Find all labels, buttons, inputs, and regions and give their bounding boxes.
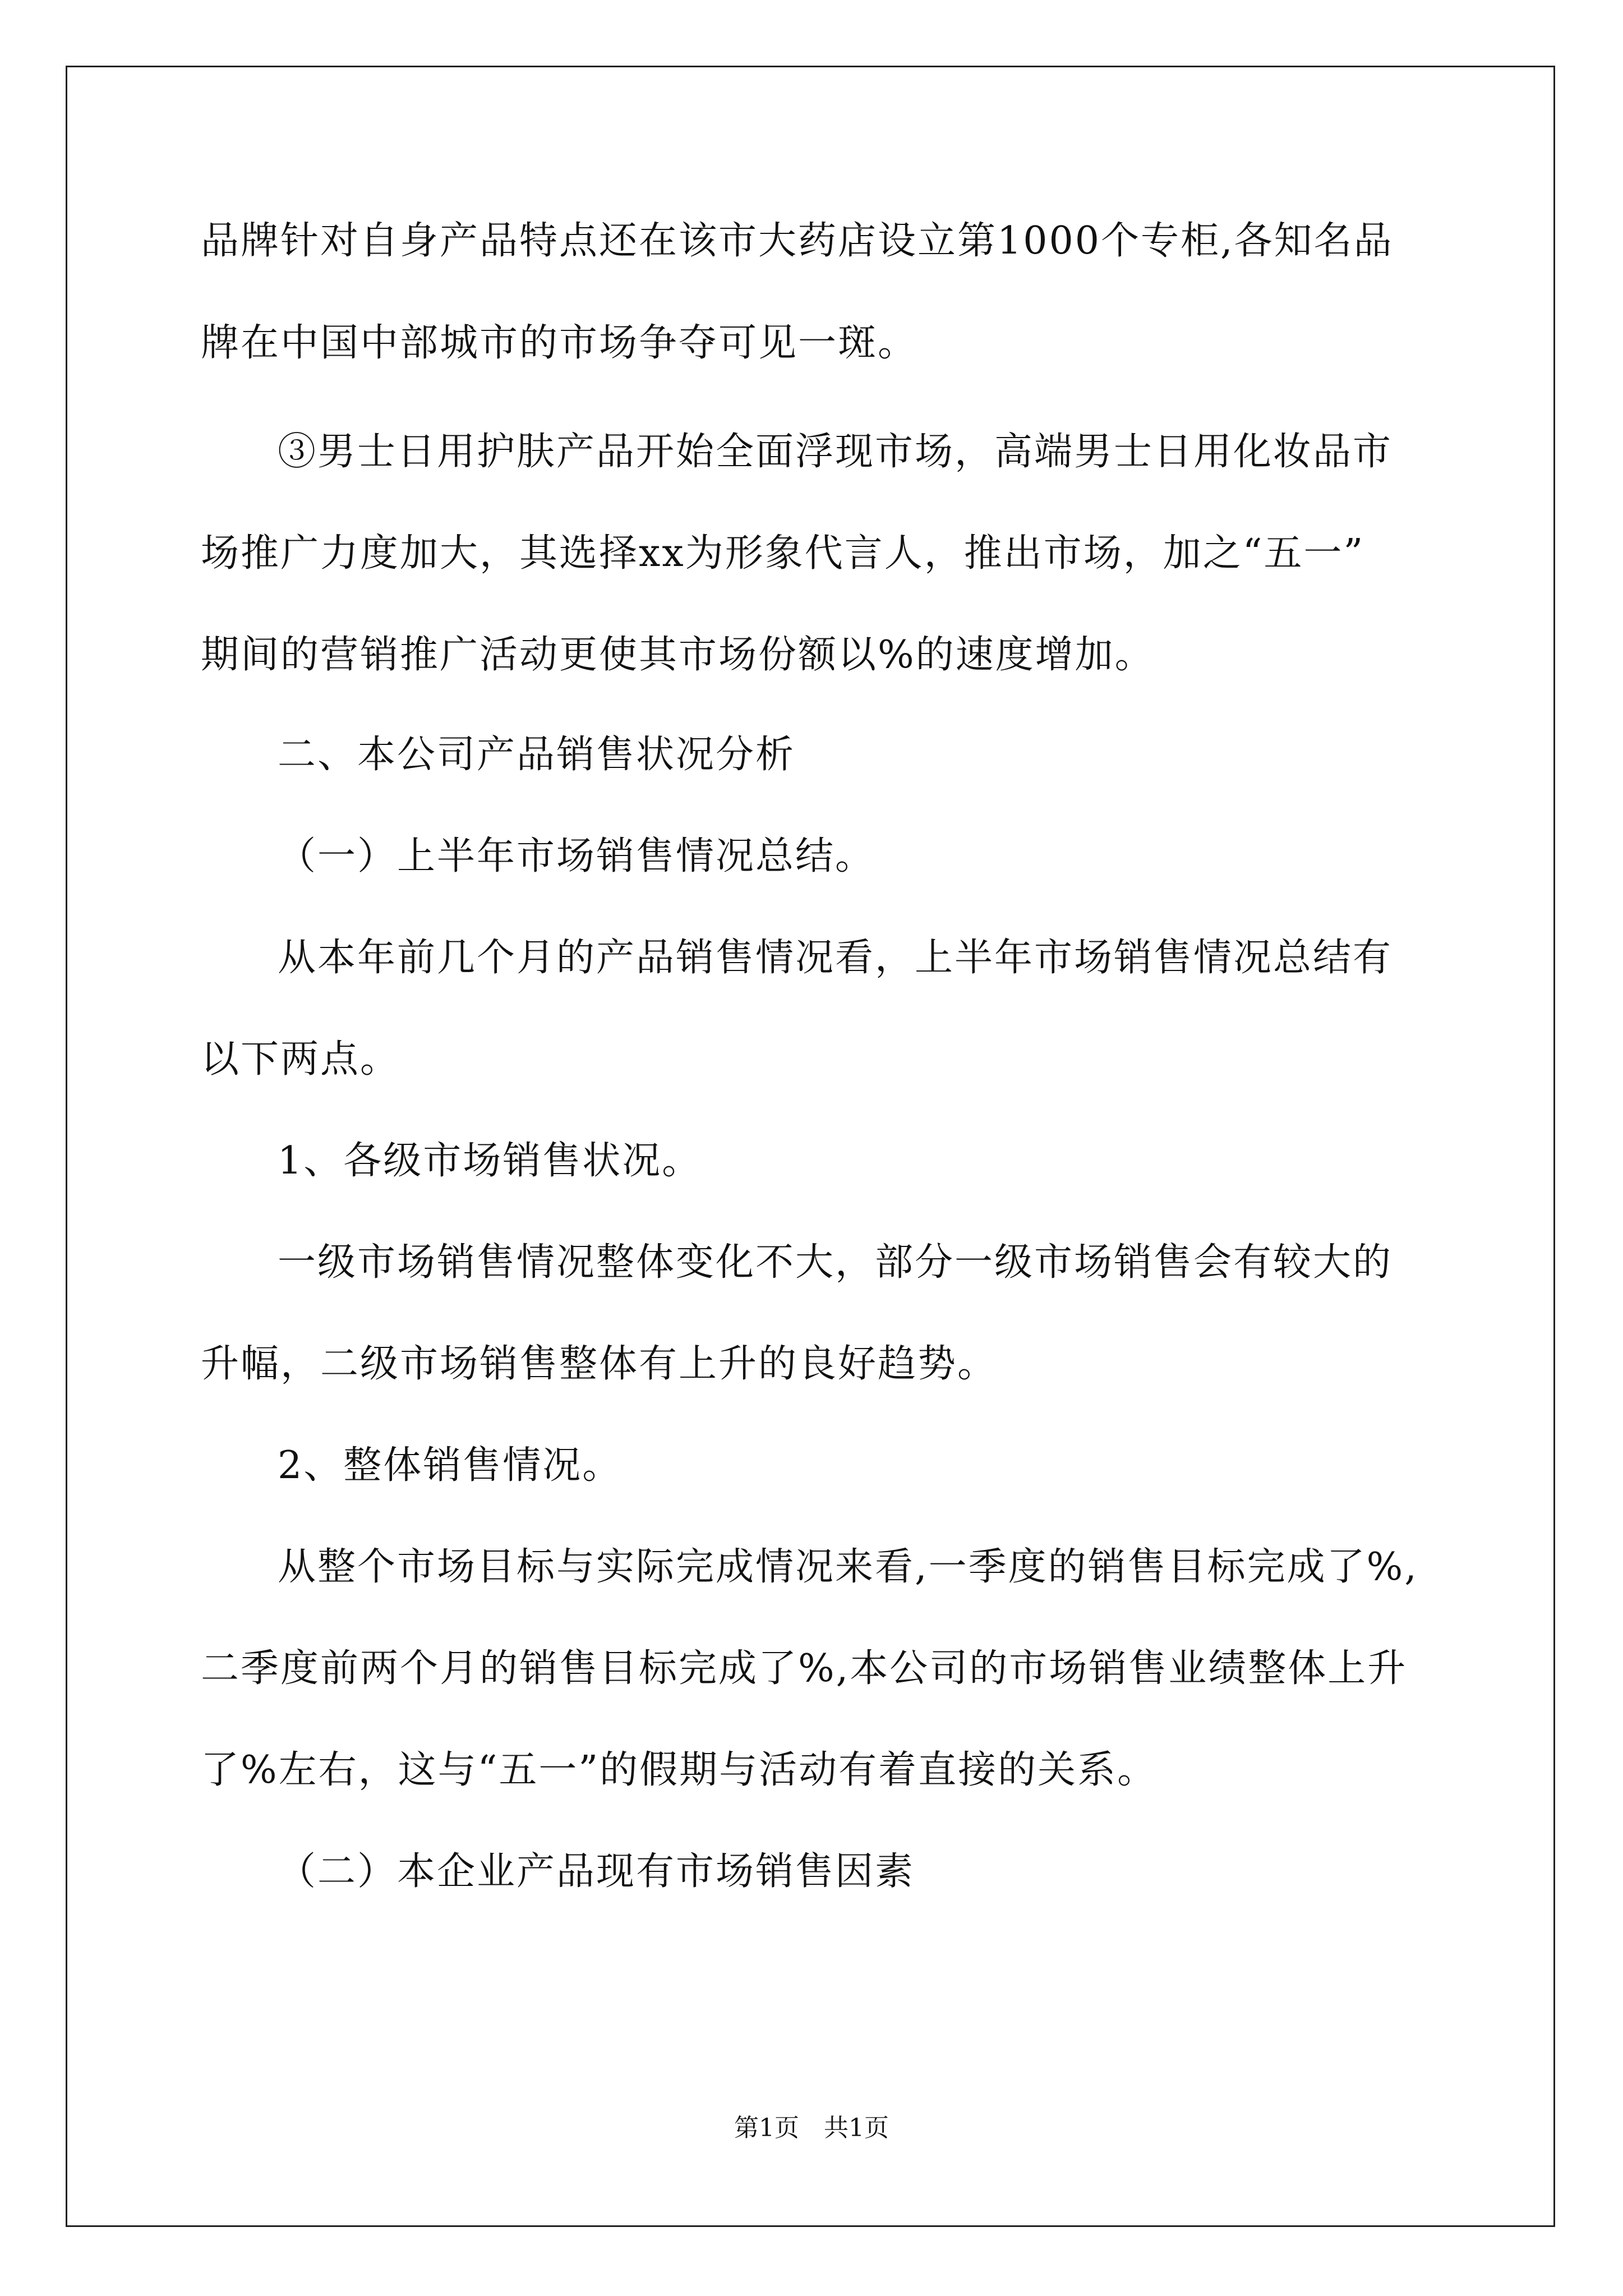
text-line: ③男士日用护肤产品开始全面浮现市场，高端男士日用化妆品市 (278, 430, 1393, 474)
subsection-heading: （一）上半年市场销售情况总结。 (278, 834, 875, 878)
text-line: 以下两点。 (201, 1037, 400, 1082)
text-line: 品牌针对自身产品特点还在该市大药店设立第1000个专柜,各知名品 (201, 219, 1394, 263)
text-line: 二季度前两个月的销售目标完成了%,本公司的市场销售业绩整体上升 (201, 1646, 1408, 1691)
section-heading: 二、本公司产品销售状况分析 (278, 733, 796, 777)
text-line: 一级市场销售情况整体变化不大，部分一级市场销售会有较大的 (278, 1240, 1393, 1285)
text-line: 升幅，二级市场销售整体有上升的良好趋势。 (201, 1342, 998, 1386)
text-line: 了%左右，这与“五一”的假期与活动有着直接的关系。 (201, 1748, 1158, 1792)
item-heading: 2、整体销售情况。 (278, 1443, 623, 1488)
item-heading: 1、各级市场销售状况。 (278, 1139, 702, 1183)
text-line: 从本年前几个月的产品销售情况看，上半年市场销售情况总结有 (278, 936, 1393, 980)
text-line: 场推广力度加大，其选择xx为形象代言人，推出市场，加之“五一” (201, 531, 1365, 576)
text-line: 牌在中国中部城市的市场争夺可见一斑。 (201, 321, 918, 365)
text-line: 从整个市场目标与实际完成情况来看,一季度的销售目标完成了%, (278, 1545, 1418, 1589)
text-line: 期间的营销推广活动更使其市场份额以%的速度增加。 (201, 633, 1155, 677)
page-number-footer: 第1页 共1页 (734, 2114, 889, 2142)
subsection-heading: （二）本企业产品现有市场销售因素 (278, 1849, 915, 1894)
